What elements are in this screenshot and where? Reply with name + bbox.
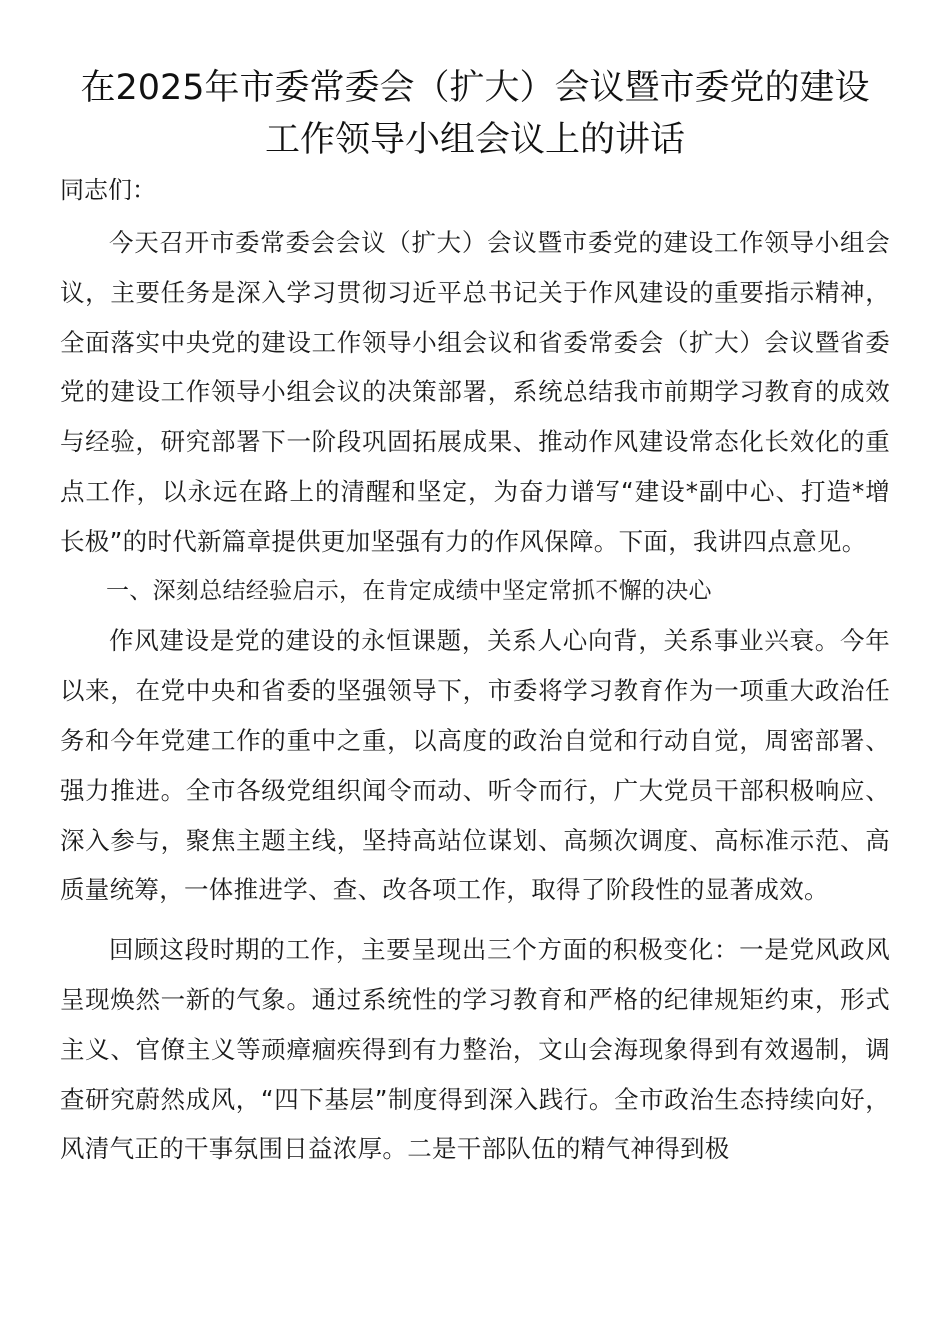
section-heading-1: 一、深刻总结经验启示，在肯定成绩中坚定常抓不懈的决心 <box>106 577 712 604</box>
document-body <box>60 218 890 1174</box>
greeting: 同志们： <box>60 176 156 204</box>
paragraph-intro: 今天召开市委常委会会议（扩大）会议暨市委党的建设工作领导小组会议，主要任务是深入学习贯彻习近平总书记关于作风建设的重要指示精神，全面落实中央党的建设工作领导小组会议和省委常委会（扩大）会议暨省委党的建设工作领导小组会议的决策部署，系统总结我市前期学习教育的成效与经验，研究部署下一阶段巩固拓展成果、推动作风建设常态化长效化的重点工作，以永远在路上的清醒和坚定，为奋力谱写“建设*副中心、打造*增长极”的时代新篇章提供更加坚强有力的作风保障。下面，我讲四点意见。 <box>60 228 890 556</box>
title-line-1: 在2025年市委常委会（扩大）会议暨市委党的建设 <box>80 68 870 108</box>
paragraph-section1-b: 回顾这段时期的工作，主要呈现出三个方面的积极变化：一是党风政风呈现焕然一新的气象。通过系统性的学习教育和严格的纪律规矩约束，形式主义、官僚主义等顽瘴痼疾得到有力整治，文山会海现象得到有效遏制，调查研究蔚然成风，“四下基层”制度得到深入践行。全市政治生态持续向好，风清气正的干事氛围日益浓厚。二是干部队伍的精气神得到极 <box>60 935 890 1164</box>
paragraph-section1-a: 作风建设是党的建设的永恒课题，关系人心向背，关系事业兴衰。今年以来，在党中央和省委的坚强领导下，市委将学习教育作为一项重大政治任务和今年党建工作的重中之重，以高度的政治自觉和行动自觉，周密部署、强力推进。全市各级党组织闻令而动、听令而行，广大党员干部积极响应、深入参与，聚焦主题主线，坚持高站位谋划、高频次调度、高标准示范、高质量统筹，一体推进学、查、改各项工作，取得了阶段性的显著成效。 <box>60 626 890 905</box>
title-line-2: 工作领导小组会议上的讲话 <box>264 120 685 160</box>
document-title <box>40 62 910 166</box>
